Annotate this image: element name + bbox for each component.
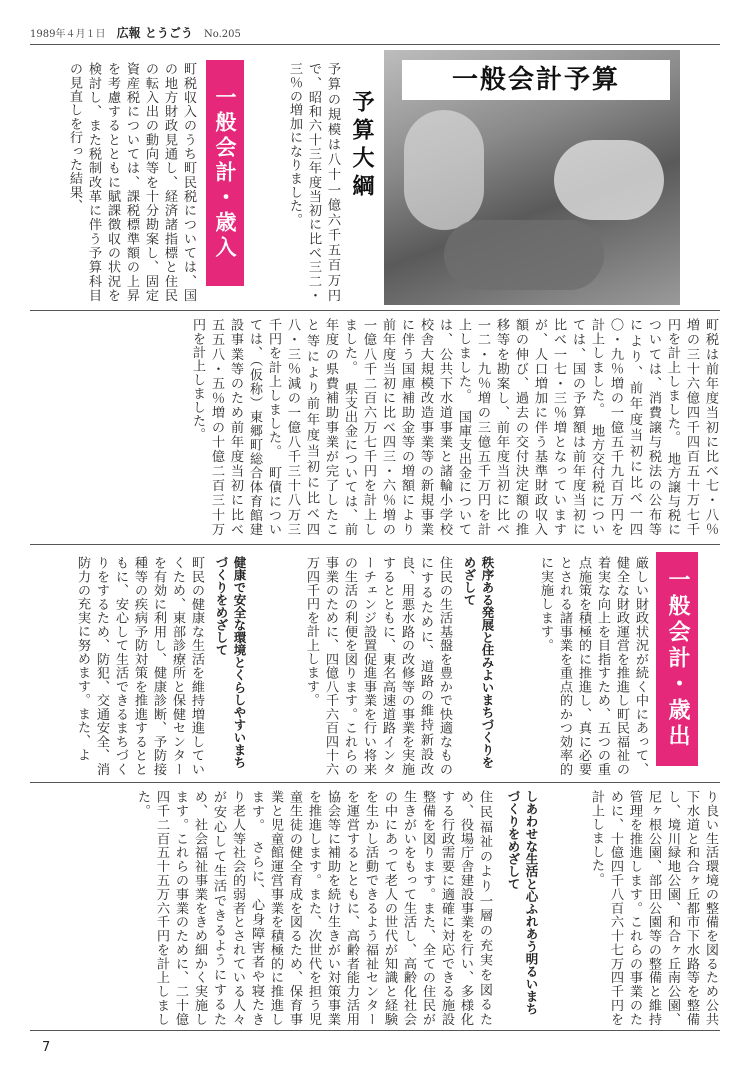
band-rule: [30, 544, 720, 545]
photo-shape: [554, 140, 664, 220]
headline: 一般会計予算: [402, 60, 670, 100]
expenditure-environment: り良い生活環境の整備を図るため公共下水道と和合ヶ丘都市下水路等を整備し、境川緑地公園、和合ヶ丘南公園、尼ヶ根公園、部田公園等の整備と維持管理を推進します。これらの事業のために、十億四千八百六十七万四千円を計上しました。: [589, 790, 718, 1026]
subhead-welfare: しあわせな生活と心ふれあう明るいまちづくりをめざして: [506, 790, 539, 1015]
header-rule: [30, 44, 720, 45]
expenditure-health: 町民の健康な生活を維持増進していくため、東部診療所と保健センターを有効に利用し、健康診断、予防接種等の疾病予防対策を推進するとともに、安心して生活できるまちづくりをするため、防犯、交通安全、消防力の充実に努めます。また、よ: [75, 556, 204, 776]
expenditure-order: 住民の生活基盤を豊かで快適なものにするために、道路の維持新設改良、用悪水路の改修等の事業を実施するとともに、東名高速道路インターチェンジ設置促進事業を行い将来の生活の利便を図ります。これらの事業のために、四億八千六百四十六万四千円を計上します。: [304, 556, 452, 776]
band-rule: [30, 310, 720, 311]
photo-shape: [404, 110, 484, 230]
band-rule: [30, 782, 720, 783]
issue-number: No.205: [204, 29, 241, 40]
subhead-order: 秩序ある発展と住みよいまちづくりをめざして: [462, 556, 495, 769]
expenditure-intro: 厳しい財政状況が続く中にあって、健全な財政運営を推進し町民福祉の着実な向上を目指すため、五つの重点施策を積極的に推進し、真に必要とされる諸事業を重点的かつ効率的に実施します。: [538, 556, 648, 776]
revenue-title: 一般会計・歳入: [206, 60, 244, 286]
intro-paragraph: 予算の規模は八十一億六千五百万円で、昭和六十三年度当初に比べ三二・三％の増加になりました。: [287, 62, 340, 302]
issue-date: 1989年４月１日: [30, 29, 106, 40]
photo-shape: [444, 220, 604, 290]
footer-rule: [30, 1030, 720, 1031]
revenue-paragraph-1: 町税収入のうち町民税については、国の地方財政見通し、経済諸指標と住民の転入出の動向等を十分勘案し、固定資産税については、課税標準額の上昇を考慮するとともに賦課徴収の状況を検討し、また税制改革に伴う予算科目の見直しを行った結果、: [67, 62, 196, 302]
page-number: 7: [42, 1040, 51, 1055]
subhead-health: 健康で安全な環境とくらしやすいまちづくりをめざして: [214, 556, 247, 769]
newsletter-logo: 広報 とうごう: [116, 26, 193, 40]
page-header: [30, 24, 730, 42]
revenue-paragraph-2: 町税は前年度当初に比べ七・八％増の三十六億四千四百五十万七千円を計上しました。 地方譲与税については、消費譲与税法の公布等により、前年度当初に比べ一四〇・九％増の一億五千九百万円を計上しました。 地方交付税については、国の予算額は前年度当初に比べ一七・三％増となっていますが、人口増加に伴う基準財政収入額の伸び、過去の交付決定額の推移等を勘案し、前年度当初に比べ一二・九％増の三億五千万円を計上しました。 国庫支出金については、公共下水道事業と諸輪小学校校舎大規模改造事業等の新規事業に伴う国庫補助金等の増額により前年度当初に比べ四三・六％増の一億八千二百六万七千円を計上しました。 県支出金については、前年度の県費補助事業が完了したこと等により前年度当初に比べ四八・三％減の一億八千三十八万三千円を計上しました。 町債については、（仮称）東郷町総合体育館建設事業等のため前年度当初に比べ五五八・五％増の十億二百三十万円を計上しました。: [190, 318, 718, 536]
expenditure-welfare: 住民福祉のより一層の充実を図るため、役場庁舎建設事業を行い、多様化する行政需要に適確に対応できる施設整備を図ります。また、全ての住民が生きがいをもって生活し、高齢化社会の中にあって老人の世代が知識と経験を生かし活動できるよう福祉センターを運営するとともに、高齢者能力活用協会等に補助を続け生きがい対策事業を推進します。また、次世代を担う児童生徒の健全育成を図るため、保育事業と児童館運営事業を積極的に推進します。 さらに、心身障害者や寝たきり老人等社会的弱者とされている人々が安心して生活できるようにするため、社会福祉事業をきめ細かく実施します。これらの事業のために、二十億四千二百五十五万六千円を計上しました。: [135, 790, 492, 1026]
outline-title: 予算大綱: [349, 90, 374, 202]
expenditure-title: 一般会計・歳出: [656, 552, 698, 766]
